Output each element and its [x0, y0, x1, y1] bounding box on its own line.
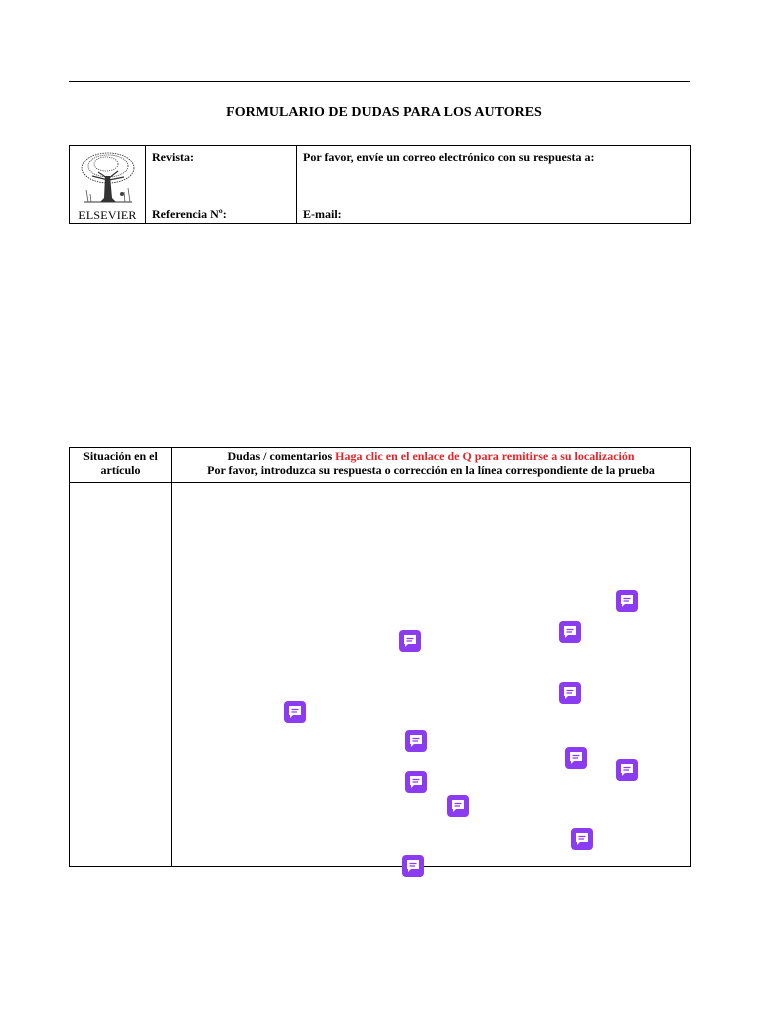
elsevier-tree-logo: [78, 150, 138, 206]
queries-header-text: Dudas / comentarios: [227, 449, 333, 463]
comment-icon[interactable]: [616, 590, 638, 612]
comment-icon[interactable]: [559, 621, 581, 643]
header-table: [69, 145, 691, 224]
email-label: E-mail:: [303, 207, 342, 221]
comment-icon[interactable]: [559, 682, 581, 704]
location-header-line1: Situación en el: [83, 449, 158, 463]
queries-header-line2: Por favor, introduzca su respuesta o corrección en la línea correspondiente de la prueba: [207, 463, 655, 477]
queries-column-header: [172, 448, 690, 483]
comment-icon[interactable]: [284, 701, 306, 723]
queries-header-link-instruction: Haga clic en el enlace de Q para remitirse a su localización: [335, 449, 635, 463]
comment-icon[interactable]: [399, 630, 421, 652]
comment-icon[interactable]: [571, 828, 593, 850]
comment-icon[interactable]: [405, 730, 427, 752]
queries-table: [69, 447, 691, 867]
column-divider: [171, 448, 172, 866]
comment-icon[interactable]: [402, 855, 424, 877]
email-cell: [297, 146, 690, 223]
location-column-header: [70, 448, 171, 483]
email-instruction: Por favor, envíe un correo electrónico con su respuesta a:: [303, 150, 595, 164]
revista-cell: [146, 146, 297, 223]
comment-icon[interactable]: [405, 771, 427, 793]
location-header-line2: artículo: [100, 463, 141, 477]
comment-icon[interactable]: [565, 747, 587, 769]
comment-icon[interactable]: [616, 759, 638, 781]
top-rule: [69, 81, 690, 82]
referencia-label: Referencia Nº:: [152, 207, 227, 221]
revista-label: Revista:: [152, 150, 194, 164]
logo-cell: [70, 146, 146, 223]
comment-icon[interactable]: [447, 795, 469, 817]
logo-text: ELSEVIER: [78, 208, 137, 222]
page-title: FORMULARIO DE DUDAS PARA LOS AUTORES: [226, 105, 542, 120]
